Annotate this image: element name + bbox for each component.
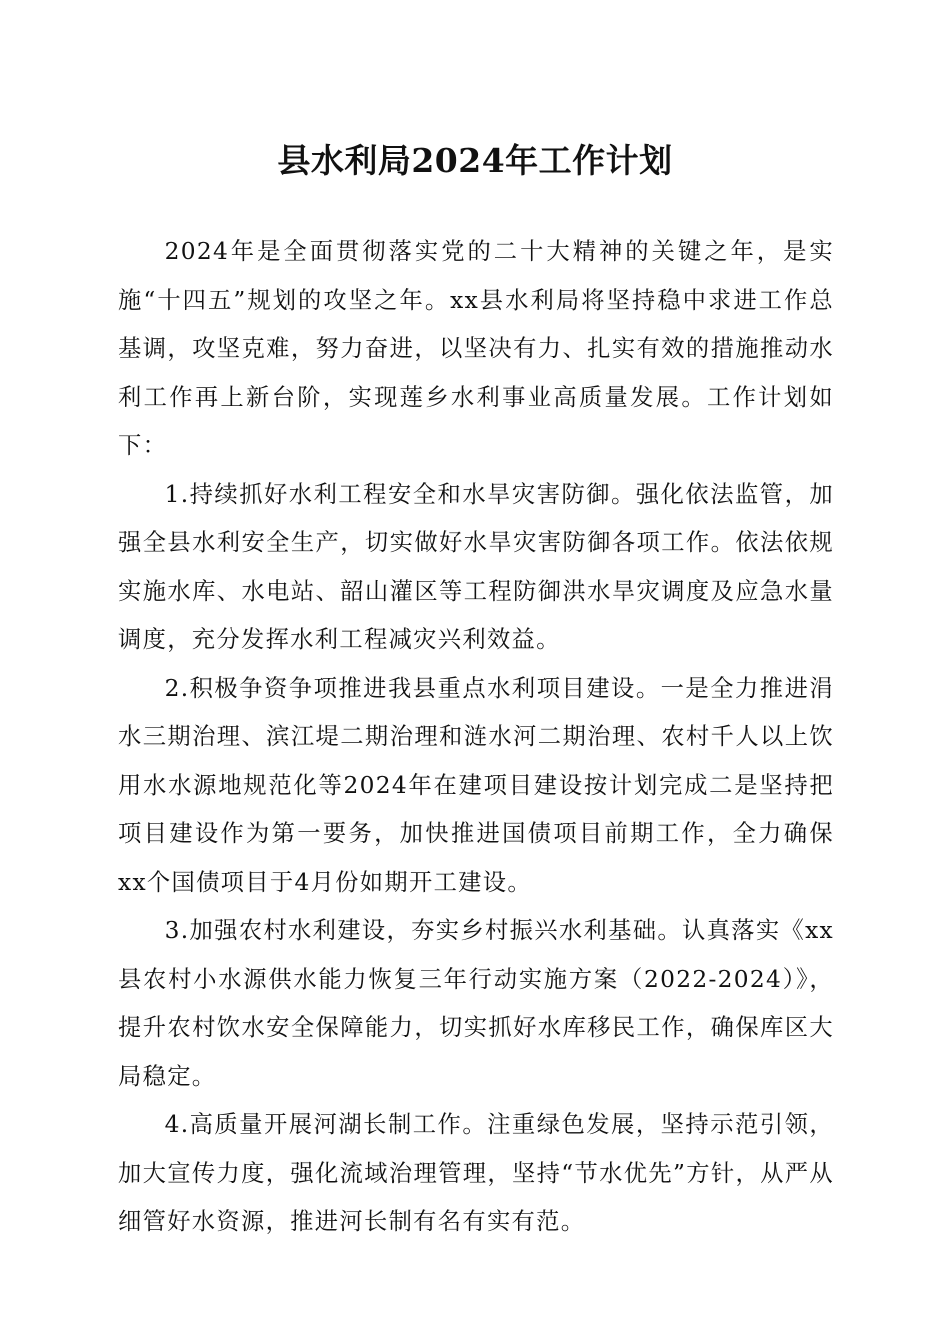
document-body: [118, 228, 834, 1247]
intro-paragraph: 2024年是全面贯彻落实党的二十大精神的关键之年，是实施“十四五”规划的攻坚之年。xx县水利局将坚持稳中求进工作总基调，攻坚克难，努力奋进，以坚决有力、扎实有效的措施推动水利工作再上新台阶，实现莲乡水利事业高质量发展。工作计划如下：: [118, 238, 834, 459]
plan-item-3-paragraph: 3.加强农村水利建设，夯实乡村振兴水利基础。认真落实《xx县农村小水源供水能力恢复三年行动实施方案（2022-2024）》，提升农村饮水安全保障能力，切实抓好水库移民工作，确保库区大局稳定。: [118, 917, 834, 1090]
document-title: 县水利局2024年工作计划: [277, 141, 673, 180]
plan-item-4-paragraph: 4.高质量开展河湖长制工作。注重绿色发展，坚持示范引领，加大宣传力度，强化流域治理管理，坚持“节水优先”方针，从严从细管好水资源，推进河长制有名有实有范。: [118, 1111, 834, 1235]
plan-item-1-paragraph: 1.持续抓好水利工程安全和水旱灾害防御。强化依法监管，加强全县水利安全生产，切实做好水旱灾害防御各项工作。依法依规实施水库、水电站、韶山灌区等工程防御洪水旱灾调度及应急水量调度，充分发挥水利工程减灾兴利效益。: [118, 480, 834, 653]
plan-item-2-paragraph: 2.积极争资争项推进我县重点水利项目建设。一是全力推进涓水三期治理、滨江堤二期治理和涟水河二期治理、农村千人以上饮用水水源地规范化等2024年在建项目建设按计划完成二是坚持把项目建设作为第一要务，加快推进国债项目前期工作，全力确保xx个国债项目于4月份如期开工建设。: [118, 674, 834, 896]
